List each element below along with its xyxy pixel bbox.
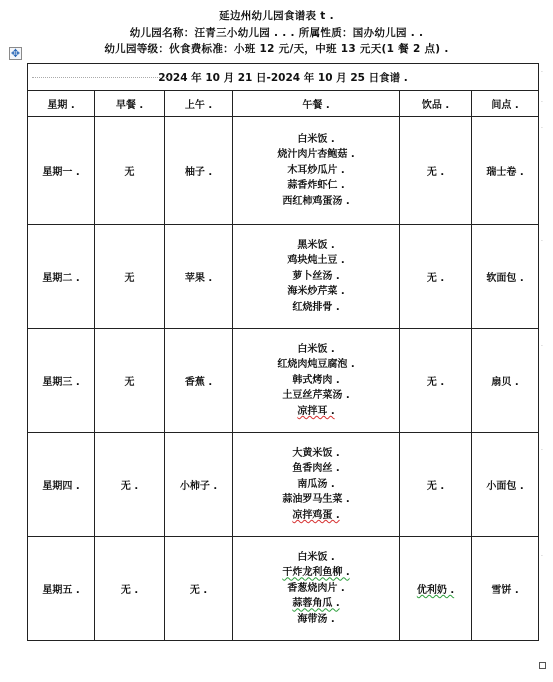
table-move-icon[interactable]: ✥ (10, 47, 21, 60)
table-row (28, 225, 539, 329)
lunch-item: 海米炒芹菜 . (287, 286, 345, 298)
table-row (28, 537, 539, 641)
lunch-item: 蒜油罗马生菜 . (282, 494, 350, 506)
kindergarten-level: 幼儿园等级：伙食费标准：小班 12 元/天，中班 13 元天(1 餐 2 点) . (104, 43, 449, 55)
table-row (28, 329, 539, 433)
snack-cell: 瑞士卷 . (472, 117, 539, 225)
menu-title: 延边州幼儿园食谱表 t . (219, 10, 334, 22)
morning-cell: 柚子 . (165, 117, 233, 225)
lunch-item: 红烧肉炖豆腐泡 . (277, 359, 355, 371)
week-title: 2024 年 10 月 21 日-2024 年 10 月 25 日食谱 . (158, 71, 408, 84)
day-cell: 星期三 . (28, 329, 95, 433)
breakfast-cell: 无 (95, 225, 165, 329)
lunch-item: 西红柿鸡蛋汤 . (282, 195, 350, 207)
lunch-item: 香葱烧肉片 . (287, 582, 345, 594)
breakfast-cell: 无 . (95, 537, 165, 641)
breakfast-cell: 无 (95, 329, 165, 433)
lunch-item: 凉拌耳 . (297, 405, 335, 417)
lunch-item: 南瓜汤 . (297, 478, 335, 490)
day-cell: 星期四 . (28, 433, 95, 537)
table-row (28, 117, 539, 225)
lunch-cell (233, 537, 400, 641)
morning-cell: 无 . (165, 537, 233, 641)
snack-cell: 软面包 . (472, 225, 539, 329)
drink-cell: 优利奶 . (400, 537, 472, 641)
lunch-item: 白米饭 . (297, 551, 335, 563)
morning-cell: 小柿子 . (165, 433, 233, 537)
snack-cell: 扇贝 . (472, 329, 539, 433)
lunch-item: 烧汁肉片杏鲍菇 . (277, 149, 355, 161)
end-of-row-mark: . (541, 445, 543, 452)
lunch-item: 白米饭 . (297, 343, 335, 355)
snack-cell: 雪饼 . (472, 537, 539, 641)
lunch-item: 海带汤 . (297, 613, 335, 625)
snack-cell: 小面包 . (472, 433, 539, 537)
lunch-item: 蒜香炸虾仁 . (287, 180, 345, 192)
drink-cell: 无 . (400, 225, 472, 329)
end-of-row-mark: . (541, 341, 543, 348)
lunch-item: 黑米饭 . (297, 239, 335, 251)
col-header-breakfast: 早餐 . (95, 91, 165, 117)
morning-cell: 香蕉 . (165, 329, 233, 433)
lunch-item: 红烧排骨 . (292, 301, 340, 313)
end-of-row-mark: . (541, 97, 543, 104)
lunch-item: 鸡块炖土豆 . (287, 255, 345, 267)
lunch-item: 土豆丝芹菜汤 . (282, 390, 350, 402)
lunch-item: 韩式烤肉 . (292, 374, 340, 386)
header-row (28, 91, 539, 117)
end-of-row-mark: . (541, 123, 543, 130)
end-of-row-mark: . (541, 67, 543, 74)
end-of-row-mark: . (541, 236, 543, 243)
lunch-cell (233, 225, 400, 329)
lunch-item: 干炸龙利鱼柳 . (282, 567, 350, 579)
drink-cell: 无 . (400, 433, 472, 537)
col-header-drink: 饮品 . (400, 91, 472, 117)
lunch-item: 凉拌鸡蛋 . (292, 509, 340, 521)
end-of-row-mark: . (541, 551, 543, 558)
drink-cell: 无 . (400, 117, 472, 225)
col-header-morning: 上午 . (165, 91, 233, 117)
day-cell: 星期二 . (28, 225, 95, 329)
table-row (28, 433, 539, 537)
lunch-cell (233, 117, 400, 225)
col-header-snack: 间点 . (472, 91, 539, 117)
col-header-lunch: 午餐 . (233, 91, 400, 117)
breakfast-cell: 无 . (95, 433, 165, 537)
col-header-day: 星期 . (28, 91, 95, 117)
lunch-item: 蒜蓉角瓜 . (292, 598, 340, 610)
lunch-cell (233, 329, 400, 433)
kindergarten-info: 幼儿园名称：汪青三小幼儿园 . . . 所属性质：国办幼儿园 . . (129, 27, 424, 39)
table-resize-handle[interactable] (539, 662, 546, 669)
lunch-item: 白米饭 . (297, 133, 335, 145)
breakfast-cell: 无 (95, 117, 165, 225)
lunch-item: 大黄米饭 . (292, 447, 340, 459)
lunch-item: 萝卜丝汤 . (292, 270, 340, 282)
menu-table (27, 63, 539, 641)
week-title-cell (28, 64, 539, 91)
lunch-item: 鱼香肉丝 . (292, 463, 340, 475)
lunch-item: 木耳炒瓜片 . (287, 164, 345, 176)
day-cell: 星期一 . (28, 117, 95, 225)
lunch-cell (233, 433, 400, 537)
morning-cell: 苹果 . (165, 225, 233, 329)
drink-cell: 无 . (400, 329, 472, 433)
day-cell: 星期五 . (28, 537, 95, 641)
